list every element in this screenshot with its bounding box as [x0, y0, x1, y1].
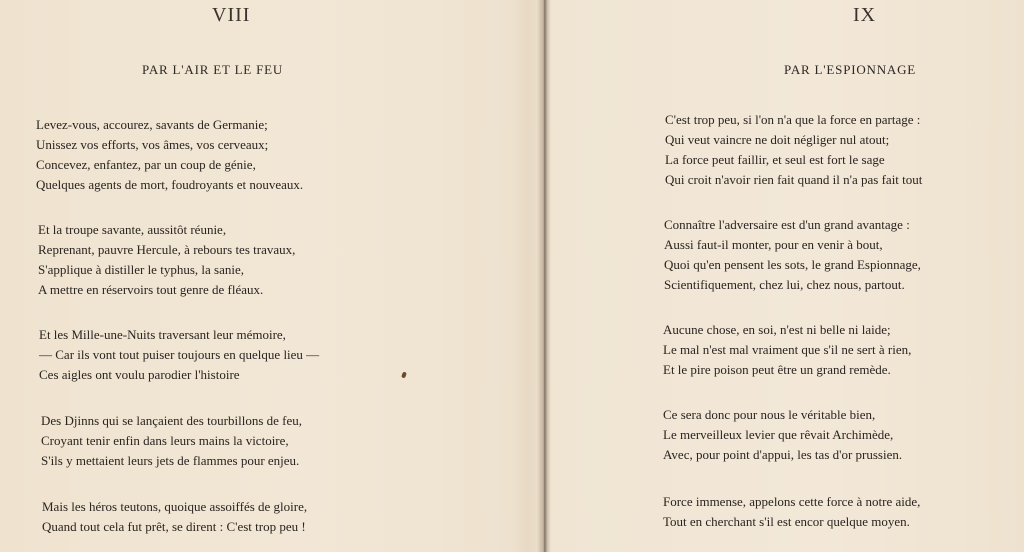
- verse-line: Et les Mille-une-Nuits traversant leur mémoire,: [39, 327, 286, 342]
- verse-line: Quoi qu'en pensent les sots, le grand Espionnage,: [664, 257, 921, 272]
- stanza: [38, 220, 295, 300]
- verse-line: Qui croit n'avoir rien fait quand il n'a pas fait tout: [665, 172, 923, 187]
- stanza: [665, 110, 922, 190]
- verse-line: Croyant tenir enfin dans leurs mains la victoire,: [41, 433, 289, 448]
- verse-line: Des Djinns qui se lançaient des tourbillons de feu,: [41, 413, 303, 428]
- verse-line: Levez-vous, accourez, savants de Germanie;: [36, 117, 268, 132]
- poem-number: IX: [853, 4, 877, 26]
- verse-line: Le mal n'est mal vraiment que s'il ne sert à rien,: [663, 342, 912, 357]
- verse-line: Concevez, enfantez, par un coup de génie,: [36, 157, 256, 172]
- verse-line: — Car ils vont tout puiser toujours en quelque lieu —: [39, 347, 320, 362]
- verse-line: Qui veut vaincre ne doit négliger nul atout;: [665, 132, 890, 147]
- verse-line: Ce sera donc pour nous le véritable bien,: [663, 407, 876, 422]
- verse-line: Reprenant, pauvre Hercule, à rebours tes travaux,: [38, 242, 296, 257]
- verse-line: La force peut faillir, et seul est fort le sage: [665, 152, 885, 167]
- verse-line: S'ils y mettaient leurs jets de flammes pour enjeu.: [41, 453, 300, 468]
- right-page: [551, 0, 1024, 552]
- verse-line: A mettre en réservoirs tout genre de fléaux.: [38, 282, 264, 297]
- verse-line: Avec, pour point d'appui, les tas d'or prussien.: [663, 447, 903, 462]
- stanza: [39, 325, 319, 385]
- verse-line: Aussi faut-il monter, pour en venir à bout,: [664, 237, 883, 252]
- verse-line: Et le pire poison peut être un grand remède.: [663, 362, 891, 377]
- poem-number: VIII: [212, 4, 251, 26]
- stanza: [42, 497, 307, 537]
- verse-line: C'est trop peu, si l'on n'a que la force en partage :: [665, 112, 921, 127]
- ink-speck: [401, 371, 407, 378]
- stanza: [41, 411, 302, 471]
- verse-line: S'applique à distiller le typhus, la sanie,: [38, 262, 244, 277]
- verse-line: Quelques agents de mort, foudroyants et nouveaux.: [36, 177, 304, 192]
- stanza: [663, 492, 920, 532]
- stanza: [663, 405, 902, 465]
- verse-line: Mais les héros teutons, quoique assoiffés de gloire,: [42, 499, 308, 514]
- stanza: [664, 215, 921, 295]
- stanza: [36, 115, 303, 195]
- book-gutter: [537, 0, 551, 552]
- verse-line: Tout en cherchant s'il est encor quelque moyen.: [663, 514, 910, 529]
- verse-line: Force immense, appelons cette force à notre aide,: [663, 494, 921, 509]
- verse-line: Le merveilleux levier que rêvait Archimède,: [663, 427, 894, 442]
- verse-line: Quand tout cela fut prêt, se dirent : C'est trop peu !: [42, 519, 306, 534]
- poem-title: PAR L'ESPIONNAGE: [784, 62, 917, 77]
- verse-line: Et la troupe savante, aussitôt réunie,: [38, 222, 227, 237]
- verse-line: Ces aigles ont voulu parodier l'histoire: [39, 367, 240, 382]
- verse-line: Unissez vos efforts, vos âmes, vos cerveaux;: [36, 137, 269, 152]
- stanza: [663, 320, 911, 380]
- verse-line: Aucune chose, en soi, n'est ni belle ni laide;: [663, 322, 891, 337]
- verse-line: Scientifiquement, chez lui, chez nous, partout.: [664, 277, 905, 292]
- poem-title: PAR L'AIR ET LE FEU: [142, 62, 284, 77]
- verse-line: Connaître l'adversaire est d'un grand avantage :: [664, 217, 910, 232]
